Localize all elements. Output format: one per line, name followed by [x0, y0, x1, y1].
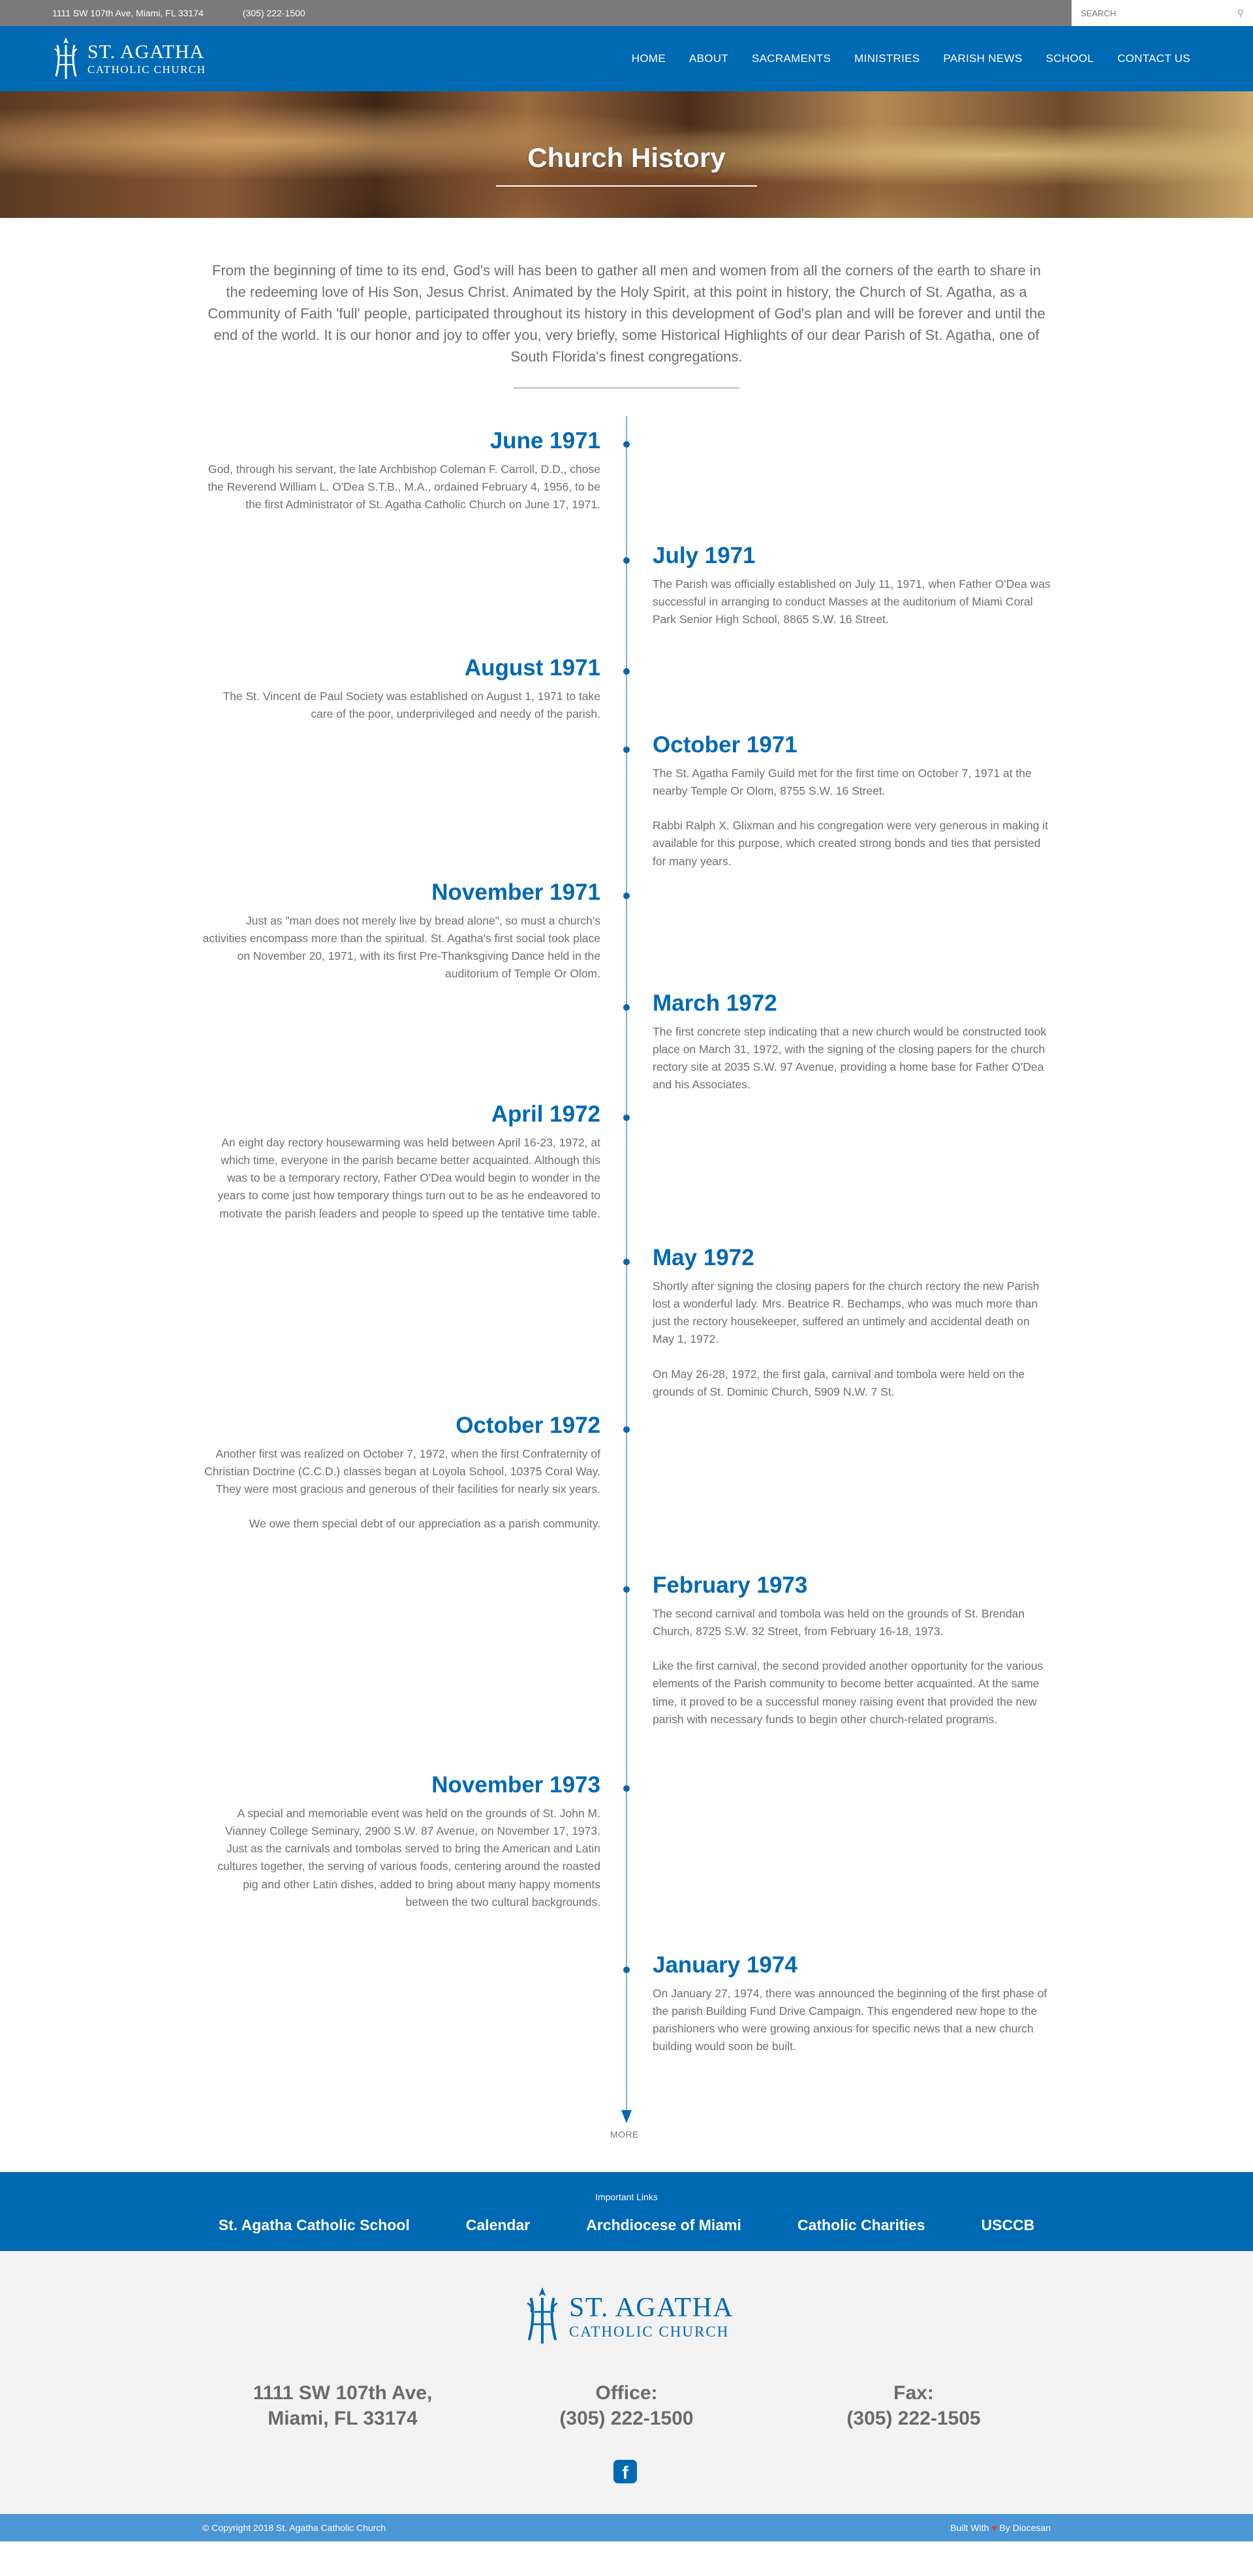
link-usccb[interactable]: USCCB [981, 2216, 1035, 2233]
footer-logo[interactable] [522, 2285, 734, 2348]
arrow-down-icon[interactable] [621, 2110, 632, 2123]
title-underline [496, 185, 757, 187]
timeline-event [653, 732, 1051, 870]
event-date: March 1972 [653, 990, 777, 1016]
event-text: The St. Agatha Family Guild met for the first time on October 7, 1971 at the nearby Temple Or Olom, 8755 S.W. 16 Street. [653, 767, 1032, 798]
hero-banner [0, 91, 1253, 218]
brand-line1: ST. AGATHA [87, 41, 205, 63]
important-links [0, 2172, 1253, 2251]
top-bar [0, 0, 1253, 26]
event-text: The second carnival and tombola was held on the grounds of St. Brendan Church, 8725 S.W. 32 Street, from February 16-18, 1973. [653, 1607, 1025, 1638]
event-text: Just as "man does not merely live by bread alone", so must a church's activities encompass more than the spiritual. St. Agatha's first social took place on November 20, 1971, with its first Pre-Thanksgiving Dance held in the auditorium of Temple Or Olom. [202, 914, 600, 981]
timeline-dot [623, 1967, 630, 1973]
timeline-event [653, 990, 1051, 1094]
timeline-dot [623, 668, 630, 675]
address-line1: 1111 SW 107th Ave, [253, 2382, 433, 2404]
copyright-bar [0, 2514, 1253, 2541]
nav-sacraments[interactable]: SACRAMENTS [752, 52, 831, 65]
timeline-event [202, 655, 600, 723]
event-date: August 1971 [464, 655, 600, 681]
event-text: On May 26-28, 1972, the first gala, carnival and tombola were held on the grounds of St. Dominic Church, 5909 N.W. 7 St. [653, 1367, 1025, 1398]
footer-brand-name [569, 2294, 734, 2339]
timeline-event [653, 1952, 1051, 2056]
link-school[interactable]: St. Agatha Catholic School [218, 2216, 410, 2233]
history-timeline [0, 389, 1253, 2172]
footer-brand-line2: CATHOLIC CHURCH [569, 2323, 730, 2340]
built-suffix: By Diocesan [999, 2522, 1051, 2533]
built-prefix: Built With [950, 2522, 989, 2533]
event-date: October 1972 [456, 1413, 600, 1438]
office-label: Office: [595, 2382, 658, 2404]
footer-fax [803, 2380, 1025, 2431]
intro-text: From the beginning of time to its end, God's will has been to gather all men and women from all the corners of the earth to share in the redeeming love of His Son, Jesus Christ. Animated by the Holy Spirit, at this point in history, the Church of St. Agatha, as a Community of Faith 'full' people, participated throughout its history in this development of God's plan and will be forever and until the end of the world. It is our honor and joy to offer you, very briefly, some Historical Highlights of our dear Parish of St. Agatha, one of South Florida's finest congregations. [208, 262, 1045, 365]
event-text: Shortly after signing the closing papers for the church rectory the new Parish lost a wonderful lady. Mrs. Beatrice R. Bechamps, who was much more than just the rectory housekeeper, suffered an untimely and accidental death on May 1, 1972. [653, 1280, 1040, 1346]
event-date: November 1973 [431, 1772, 600, 1798]
office-phone[interactable]: (305) 222-1500 [559, 2408, 694, 2429]
event-text: God, through his servant, the late Archbishop Coleman F. Carroll, D.D., chose the Reverend William L. O'Dea S.T.B., M.A., ordained February 4, 1956, to be the first Administrator of St. Agatha Catholic Church on June 17, 1971. [208, 463, 600, 512]
fax-number: (305) 222-1505 [846, 2408, 981, 2429]
event-date: February 1973 [653, 1572, 808, 1598]
event-text: An eight day rectory housewarming was held between April 16-23, 1972, at which time, everyone in the parish became better acquainted. Although this was to be a temporary rectory, Father O'Dea would begin to wonder in the years to come just how temporary things turn out to be as he endeavored to motivate the parish leaders and people to speed up the tentative time table. [217, 1136, 600, 1220]
search-box [1072, 0, 1253, 26]
more-link[interactable]: MORE [610, 2129, 639, 2139]
event-date: January 1974 [653, 1952, 797, 1978]
nav-about[interactable]: ABOUT [688, 52, 729, 65]
site-logo[interactable] [51, 36, 206, 82]
event-date: November 1971 [431, 880, 600, 905]
footer [0, 2251, 1253, 2514]
search-icon[interactable]: ⚲ [1237, 7, 1244, 18]
footer-office [516, 2380, 737, 2431]
main-nav [0, 26, 1253, 91]
fax-label: Fax: [893, 2382, 934, 2404]
timeline-event [202, 1101, 600, 1223]
top-address: 1111 SW 107th Ave, Miami, FL 33174 [52, 8, 204, 18]
address-line2: Miami, FL 33174 [268, 2408, 418, 2429]
event-text: The first concrete step indicating that a new church would be constructed took place on March 31, 1972, with the signing of the closing papers for the church rectory site at 2035 S.W. 97 Avenue, providing a home base for Father O'Dea and his Associates. [653, 1025, 1047, 1092]
nav-contact-us[interactable]: CONTACT US [1117, 52, 1190, 65]
event-date: July 1971 [653, 543, 756, 568]
event-date: May 1972 [653, 1245, 754, 1270]
timeline-dot [623, 1004, 630, 1011]
timeline-dot [623, 557, 630, 564]
timeline-event [202, 428, 600, 514]
search-input[interactable] [1081, 8, 1224, 18]
built-with[interactable] [950, 2522, 1051, 2533]
heart-icon: ♥ [991, 2522, 997, 2533]
nav-parish-news[interactable]: PARISH NEWS [943, 52, 1023, 65]
timeline-dot [623, 746, 630, 753]
event-text: The St. Vincent de Paul Society was established on August 1, 1971 to take care of the poor, underprivileged and needy of the parish. [223, 690, 600, 721]
timeline-event [202, 1413, 600, 1533]
event-text: Another first was realized on October 7, 1972, when the first Confraternity of Christian Doctrine (C.C.D.) classes began at Loyola School, 10375 Coral Way. They were most gracious and generous of their facilities for nearly six years. [204, 1447, 600, 1496]
event-text: The Parish was officially established on July 11, 1971, when Father O'Dea was successful in arranging to conduct Masses at the auditorium of Miami Coral Park Senior High School, 8865 S.W. 16 Street. [653, 577, 1051, 626]
footer-address [235, 2380, 450, 2431]
event-text: On January 27, 1974, there was announced the beginning of the first phase of the parish Building Fund Drive Campaign. This engendered new hope to the parishioners who were growing anxious for specific news that a new church building would soon be built. [653, 1987, 1047, 2053]
event-date: April 1972 [491, 1101, 600, 1127]
timeline-dot [623, 441, 630, 448]
nav-menu [620, 52, 1202, 65]
link-catholic-charities[interactable]: Catholic Charities [797, 2216, 925, 2233]
timeline-event [202, 1772, 600, 1911]
link-archdiocese[interactable]: Archdiocese of Miami [586, 2216, 741, 2233]
crest-icon [51, 36, 81, 82]
crest-icon [522, 2285, 563, 2348]
important-links-title: Important Links [595, 2192, 658, 2202]
timeline-dot [623, 1785, 630, 1792]
event-date: June 1971 [489, 428, 600, 453]
event-text: We owe them special debt of our appreciation as a parish community. [249, 1517, 600, 1531]
timeline-dot [623, 1259, 630, 1265]
page-title: Church History [527, 142, 726, 173]
timeline-dot [623, 893, 630, 899]
timeline-dot [623, 1586, 630, 1593]
link-calendar[interactable]: Calendar [465, 2216, 531, 2233]
nav-ministries[interactable]: MINISTRIES [854, 52, 920, 65]
brand-name [87, 42, 206, 75]
nav-home[interactable]: HOME [631, 52, 666, 65]
event-text: Like the first carnival, the second provided another opportunity for the various elements of the Parish community to become better acquainted. At the same time, it proved to be a successful money raising event that provided the new parish with necessary funds to begin other church-related programs. [653, 1659, 1044, 1726]
timeline-event [653, 543, 1051, 628]
important-links-row [0, 2216, 1253, 2234]
timeline-event [202, 880, 600, 983]
brand-line2: CATHOLIC CHURCH [87, 63, 206, 76]
timeline-dot [623, 1114, 630, 1121]
event-text: Rabbi Ralph X. Glixman and his congregation were very generous in making it available for this purpose, which created strong bonds and ties that persisted for many years. [653, 819, 1049, 868]
event-date: October 1971 [653, 732, 797, 758]
nav-school[interactable]: SCHOOL [1045, 52, 1094, 65]
footer-brand-line1: ST. AGATHA [569, 2292, 734, 2323]
event-text: A special and memoriable event was held on the grounds of St. John M. Vianney College Seminary, 2900 S.W. 87 Avenue, on November 17, 1973. Just as the carnivals and tombolas served to bring the American and Latin cultures together, the serving of various foods, centering around the roasted pig and other Latin dishes, added to bring about many happy moments between the two cultural backgrounds. [217, 1807, 600, 1909]
timeline-event [653, 1245, 1051, 1401]
facebook-icon[interactable]: f [613, 2460, 637, 2483]
copyright-text: © Copyright 2018 St. Agatha Catholic Church [202, 2522, 386, 2533]
top-phone[interactable]: (305) 222-1500 [242, 8, 305, 18]
timeline-event [653, 1572, 1051, 1728]
timeline-dot [623, 1426, 630, 1433]
